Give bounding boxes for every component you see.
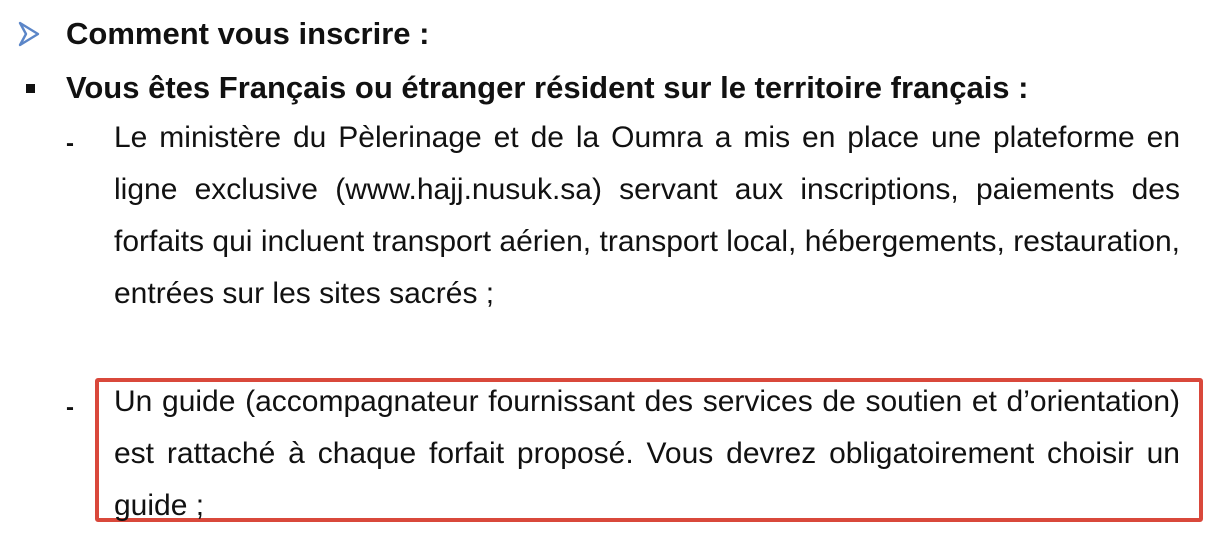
list-item-guide: Un guide (accompagnateur fournissant des services de soutien et d’orientation) est rattaché à chaque forfait proposé. Vous devrez obligatoirement choisir un guide ; bbox=[114, 385, 1180, 522]
arrow-bullet-icon bbox=[18, 21, 66, 47]
list-dash: - bbox=[66, 130, 74, 157]
list-item-platform: Le ministère du Pèlerinage et de la Oumra a mis en place une plateforme en ligne exclusive (www.hajj.nusuk.sa) servant aux inscriptions, paiements des forfaits qui incluent transport aérien, transport local, hébergements, restauration, entrées sur les sites sacrés ; bbox=[114, 121, 1180, 310]
square-bullet-icon bbox=[18, 84, 66, 93]
list-dash: - bbox=[66, 394, 74, 421]
subsection-heading-text: Vous êtes Français ou étranger résident sur le territoire français : bbox=[66, 70, 1029, 105]
section-heading bbox=[18, 8, 1188, 60]
section-heading-text: Comment vous inscrire : bbox=[66, 16, 430, 51]
subsection-heading bbox=[18, 62, 1188, 114]
